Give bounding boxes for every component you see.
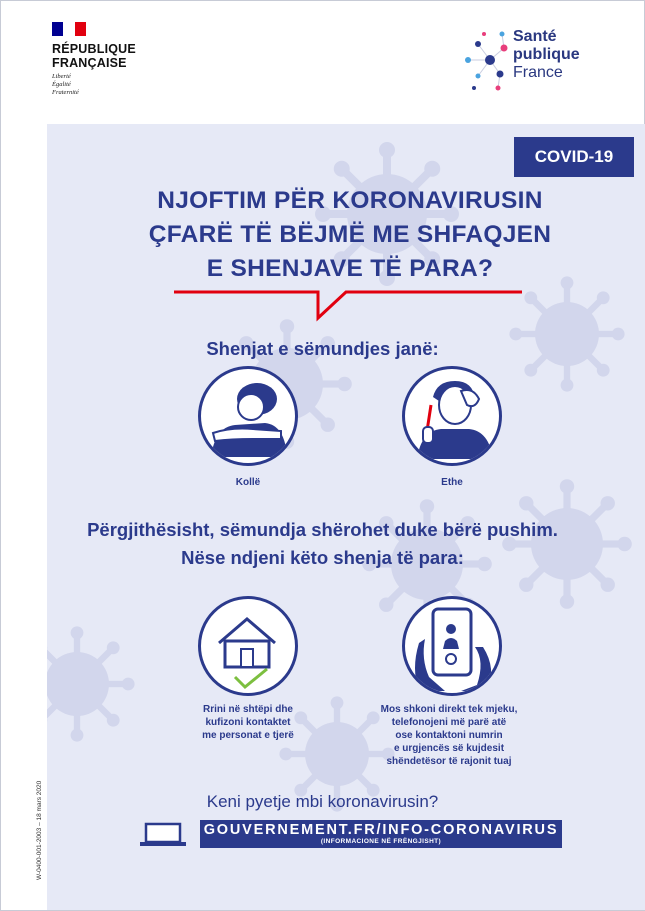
info-url-banner[interactable] bbox=[200, 820, 562, 848]
advice-stay-home-text: Rrini në shtëpi dhe kufizoni kontaktet me personat e tjerë bbox=[202, 704, 294, 741]
symptom-label-fever: Ethe bbox=[441, 477, 463, 488]
cough-person-icon bbox=[198, 366, 298, 466]
republic-motto: Liberté Égalité Fraternité bbox=[52, 73, 79, 96]
general-message: Përgjithësisht, sëmundja shërohet duke bërë pushim. Nëse ndjeni këto shenja të para: bbox=[87, 519, 558, 568]
question-text: Keni pyetje mbi koronavirusin? bbox=[206, 792, 439, 811]
phone-doctor-icon bbox=[402, 596, 502, 696]
republique-francaise-name: RÉPUBLIQUE FRANÇAISE bbox=[52, 42, 136, 70]
fever-person-icon bbox=[402, 366, 502, 466]
speech-bubble-underline bbox=[0, 0, 645, 340]
laptop-icon bbox=[140, 822, 186, 848]
logo-word-sante: Santé bbox=[513, 28, 557, 45]
logo-word-france: France bbox=[513, 64, 563, 81]
info-url-link[interactable]: GOUVERNEMENT.FR/INFO-CORONAVIRUS bbox=[203, 822, 559, 838]
house-check-icon bbox=[198, 596, 298, 696]
advice-call-doctor-text: Mos shkoni direkt tek mjeku, telefonojeni më parë atë ose kontaktoni numrin e urgjencës së kujdesit shëndetësor të rajonit tuaj bbox=[380, 704, 518, 767]
page-headline: NJOFTIM PËR KORONAVIRUSIN ÇFARË TË BËJMË ME SHFAQJEN E SHENJAVE TË PARA? bbox=[148, 187, 552, 282]
covid-19-badge: COVID-19 bbox=[514, 137, 634, 177]
info-url-note: (INFORMACIONE NË FRËNGJISHT) bbox=[320, 838, 442, 845]
symptom-label-cough: Kollë bbox=[235, 477, 261, 488]
logo-word-publique: publique bbox=[513, 46, 580, 63]
symptoms-title: Shenjat e sëmundjes janë: bbox=[206, 338, 439, 359]
document-code: W-0400-001-2003 – 18 mars 2020 bbox=[36, 780, 43, 880]
